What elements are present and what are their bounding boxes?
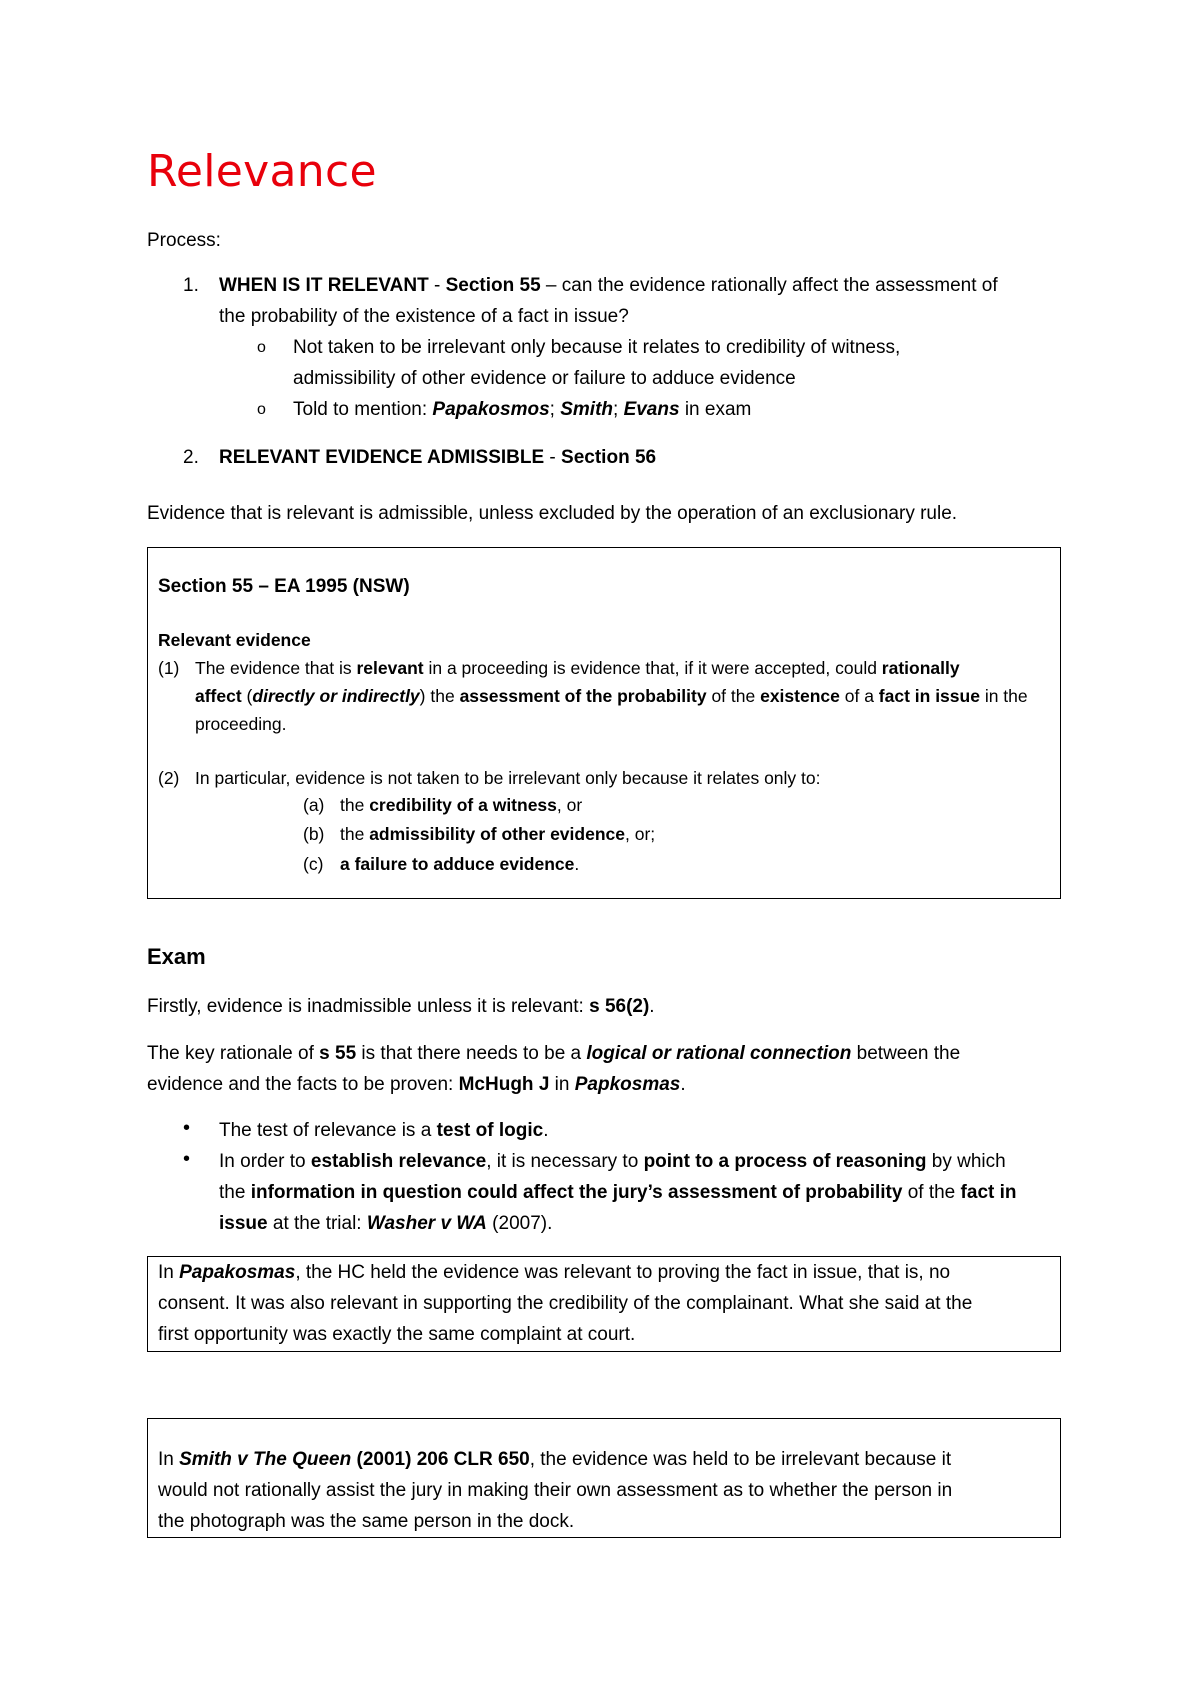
para-c-bold: a failure to adduce evidence	[340, 854, 575, 874]
sub1-affect: affect	[195, 686, 242, 706]
para-a-pre: the	[340, 795, 370, 815]
exam-p2-case: Papkosmas	[574, 1074, 681, 1095]
step-2-sep: -	[544, 447, 562, 468]
statute-heading: Section 55 – EA 1995 (NSW)	[158, 576, 410, 597]
smith-line1	[158, 1449, 951, 1471]
smith-box	[147, 1418, 1061, 1538]
sub1-directly: directly or indirectly	[252, 686, 420, 706]
eb2-l2c: of the	[902, 1182, 961, 1203]
sub1-text-a: The evidence that is	[195, 658, 357, 678]
step-1-number: 1.	[183, 275, 199, 296]
exam-p2-judge: McHugh J	[458, 1074, 550, 1095]
eb2-l1a: In order to	[219, 1151, 311, 1172]
sub-item-2	[293, 399, 751, 421]
step-2-heading: RELEVANT EVIDENCE ADMISSIBLE	[219, 447, 545, 468]
case-papakosmos: Papakosmos	[432, 399, 550, 420]
eb2-case: Washer v WA	[366, 1213, 487, 1234]
sub-item-2-sep1: ;	[549, 399, 561, 420]
pap-case: Papakosmas	[179, 1262, 296, 1283]
eb2-l3b: at the trial:	[267, 1213, 367, 1234]
papakosmas-line1	[158, 1262, 950, 1284]
exam-p1-post: .	[649, 996, 655, 1017]
papakosmas-line3: first opportunity was exactly the same complaint at court.	[158, 1324, 636, 1345]
step-1-section: Section 55	[445, 275, 541, 296]
smith-line3: the photograph was the same person in the dock.	[158, 1511, 575, 1532]
sub1-text-j: of the	[706, 686, 761, 706]
step-1-heading: WHEN IS IT RELEVANT	[219, 275, 429, 296]
para-b-label: (b)	[303, 824, 325, 844]
exam-p2-in: in	[549, 1074, 575, 1095]
exam-p2-ref: s 55	[319, 1043, 357, 1064]
sub1-line3: proceeding.	[195, 714, 287, 734]
exam-bullet-2-line3	[219, 1213, 552, 1235]
eb2-l2d: fact in	[960, 1182, 1017, 1203]
case-smith: Smith	[560, 399, 613, 420]
bullet-dot-1: •	[183, 1117, 191, 1139]
sub-bullet-1: o	[257, 339, 266, 356]
smith-l1b: , the evidence was held to be irrelevant because it	[529, 1449, 952, 1470]
para-b-text	[340, 820, 655, 848]
eb2-l1e: by which	[926, 1151, 1006, 1172]
sub-item-1-line2: admissibility of other evidence or failure to adduce evidence	[293, 368, 796, 389]
papakosmas-line2: consent. It was also relevant in supporting the credibility of the complainant. What she said at the	[158, 1293, 973, 1314]
step-1-text: – can the evidence rationally affect the assessment of	[540, 275, 998, 296]
sub1-number: (1)	[158, 658, 180, 678]
exam-p2-em: logical or rational connection	[586, 1043, 852, 1064]
para-a-label: (a)	[303, 795, 325, 815]
eb2-l1d: point to a process of reasoning	[643, 1151, 927, 1172]
eb2-l1c: , it is necessary to	[486, 1151, 644, 1172]
step-2-section: Section 56	[561, 447, 657, 468]
para-a-bold: credibility of a witness	[369, 795, 557, 815]
sub1-existence: existence	[760, 686, 840, 706]
exam-bullet-1-pre: The test of relevance is a	[219, 1120, 437, 1141]
para-b-post: , or;	[624, 824, 656, 844]
smith-line2: would not rationally assist the jury in making their own assessment as to whether the person in	[158, 1480, 953, 1501]
sub-item-2-sep2: ;	[613, 399, 624, 420]
papakosmas-box	[147, 1256, 1061, 1352]
pap-l1a: In	[158, 1262, 180, 1283]
exam-p2-d: evidence and the facts to be proven:	[147, 1074, 459, 1095]
exam-p2-line2	[147, 1074, 686, 1096]
pap-l1b: , the HC held the evidence was relevant to proving the fact in issue, that is, no	[295, 1262, 951, 1283]
exam-heading: Exam	[147, 944, 206, 969]
sub1-paren-open: (	[241, 686, 253, 706]
sub1-assessment: assessment of the probability	[459, 686, 707, 706]
exam-bullet-1-post: .	[543, 1120, 549, 1141]
exam-p2-c: between the	[851, 1043, 961, 1064]
exam-bullet-1	[219, 1120, 548, 1142]
step-2-line	[219, 447, 656, 469]
case-evans: Evans	[623, 399, 680, 420]
smith-l1a: In	[158, 1449, 180, 1470]
sub1-line1	[195, 654, 960, 682]
step-2-number: 2.	[183, 447, 199, 468]
sub-item-1-line1: Not taken to be irrelevant only because it relates to credibility of witness,	[293, 337, 901, 358]
sub1-text-h: ) the	[419, 686, 460, 706]
para-b-bold: admissibility of other evidence	[369, 824, 625, 844]
para-b-pre: the	[340, 824, 370, 844]
admissible-text: Evidence that is relevant is admissible, unless excluded by the operation of an exclusionary rule.	[147, 503, 958, 524]
exam-p2-b: is that there needs to be a	[356, 1043, 587, 1064]
bullet-dot-2: •	[183, 1148, 191, 1170]
sub-bullet-2: o	[257, 401, 266, 418]
para-c-label: (c)	[303, 854, 324, 874]
sub1-text-l: of a	[839, 686, 879, 706]
eb2-l3c: (2007).	[486, 1213, 553, 1234]
exam-p1-pre: Firstly, evidence is inadmissible unless it is relevant:	[147, 996, 590, 1017]
exam-p1-ref: s 56(2)	[589, 996, 650, 1017]
para-a-text	[340, 791, 582, 819]
eb2-l2b: information in question could affect the jury’s assessment of probability	[250, 1182, 903, 1203]
exam-p2-a: The key rationale of	[147, 1043, 320, 1064]
exam-p2-line1	[147, 1043, 960, 1065]
smith-cite: (2001) 206 CLR 650	[351, 1449, 530, 1470]
exam-p1	[147, 996, 655, 1018]
eb2-l1b: establish relevance	[310, 1151, 487, 1172]
para-c-text	[340, 850, 579, 878]
sub1-relevant: relevant	[356, 658, 424, 678]
process-label: Process:	[147, 230, 221, 251]
sub1-text-n: in the	[979, 686, 1028, 706]
exam-bullet-2-line2	[219, 1182, 1017, 1204]
sub1-text-c: in a proceeding is evidence that, if it were accepted, could	[423, 658, 882, 678]
sub2-number: (2)	[158, 768, 180, 788]
statute-subheading: Relevant evidence	[158, 630, 311, 650]
sub1-fact-in-issue: fact in issue	[878, 686, 980, 706]
exam-bullet-1-bold: test of logic	[436, 1120, 544, 1141]
statute-box	[147, 547, 1061, 899]
eb2-l3a: issue	[219, 1213, 268, 1234]
sub2-text: In particular, evidence is not taken to be irrelevant only because it relates only to:	[195, 768, 821, 788]
sub-item-2-suffix: in exam	[679, 399, 752, 420]
exam-p2-end: .	[680, 1074, 686, 1095]
step-1-line1	[219, 275, 998, 297]
sub-item-2-prefix: Told to mention:	[293, 399, 433, 420]
step-1-sep: -	[428, 275, 446, 296]
para-c-post: .	[574, 854, 580, 874]
page-title: Relevance	[147, 146, 377, 197]
sub1-line2	[195, 682, 1028, 710]
sub1-rationally: rationally	[881, 658, 960, 678]
smith-case: Smith v The Queen	[179, 1449, 352, 1470]
step-1-line2: the probability of the existence of a fact in issue?	[219, 306, 629, 327]
eb2-l2a: the	[219, 1182, 251, 1203]
exam-bullet-2-line1	[219, 1151, 1006, 1173]
para-a-post: , or	[556, 795, 583, 815]
